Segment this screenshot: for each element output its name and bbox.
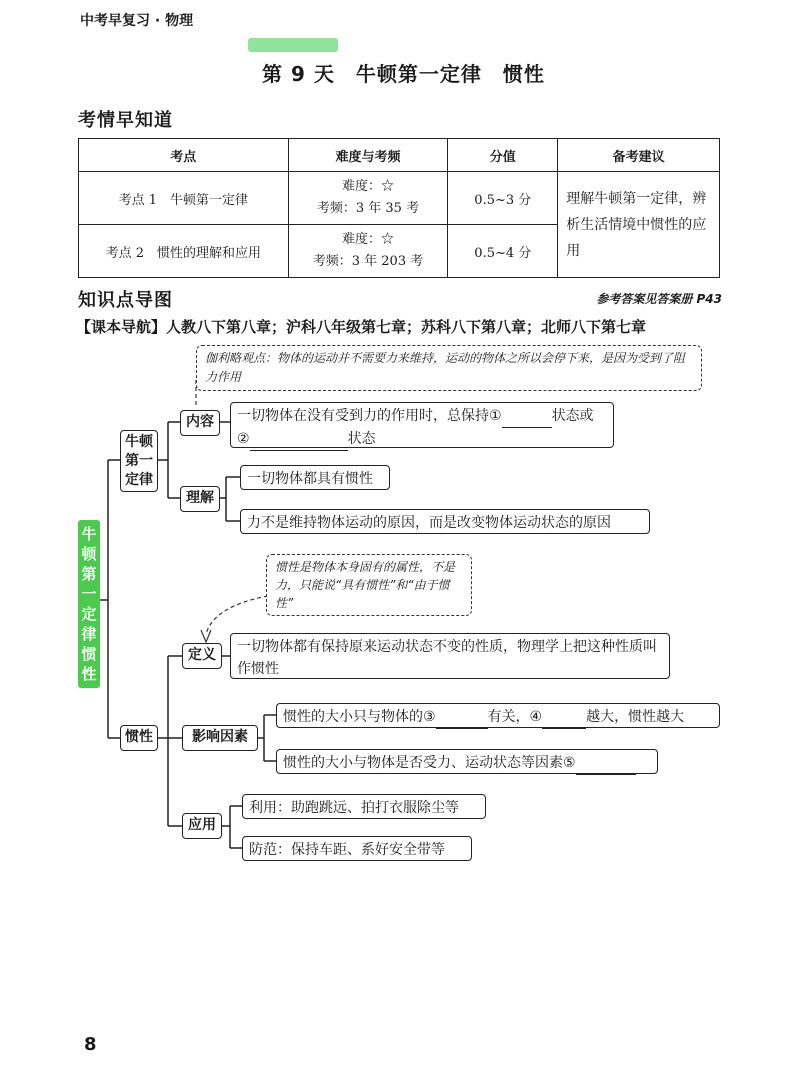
page-title: 第 9 天 牛顿第一定律 惯性 bbox=[262, 62, 545, 86]
inertia-note: 惯性是物体本身固有的属性，不是力，只能说“具有惯性”和“由于惯性” bbox=[266, 554, 472, 616]
page-number: 8 bbox=[84, 1034, 97, 1055]
node-factors: 影响因素 bbox=[182, 725, 258, 751]
connector-understand bbox=[220, 477, 240, 521]
node-content: 内容 bbox=[180, 410, 220, 436]
factor-text-part: 有关，④ bbox=[487, 709, 543, 725]
factor-text-part: 越大，惯性越大 bbox=[586, 709, 685, 725]
section-heading-exam: 考情早知道 bbox=[78, 110, 173, 131]
textbook-navigation: 【课本导航】人教八下第八章；沪科八年级第七章；苏科八下第八章；北师八下第七章 bbox=[76, 318, 647, 336]
answer-blank-4 bbox=[542, 706, 586, 729]
application-item: 防范：保持车距、系好安全带等 bbox=[242, 836, 472, 861]
topic-cell: 考点 1 牛顿第一定律 bbox=[79, 172, 289, 225]
answer-blank-5 bbox=[576, 752, 636, 775]
series-header: 中考早复习 · 物理 bbox=[80, 13, 194, 29]
connector-root bbox=[100, 460, 120, 738]
answer-blank-3 bbox=[436, 706, 488, 729]
advice-cell: 理解牛顿第一定律，辨析生活情境中惯性的应用 bbox=[558, 172, 720, 278]
node-understand: 理解 bbox=[180, 486, 220, 512]
connector-application bbox=[222, 806, 242, 848]
answer-blank-2 bbox=[250, 428, 348, 451]
factor-text-part: 惯性的大小与物体是否受力、运动状态等因素⑤ bbox=[283, 755, 576, 771]
definition-text: 一切物体都有保持原来运动状态不变的性质，物理学上把这种性质叫作惯性 bbox=[230, 633, 670, 679]
section-heading-mindmap: 知识点导图 bbox=[78, 290, 173, 311]
topic-cell: 考点 2 惯性的理解和应用 bbox=[79, 225, 289, 278]
understand-item: 一切物体都具有惯性 bbox=[240, 465, 390, 490]
mindmap-root: 牛顿第一定律 惯性 bbox=[78, 520, 100, 688]
content-text-part: 一切物体在没有受到力的作用时，总保持① bbox=[237, 408, 502, 424]
connector-inertia bbox=[158, 656, 182, 826]
difficulty-text: 难度：☆ bbox=[341, 179, 394, 194]
score-cell: 0.5~4 分 bbox=[448, 225, 558, 278]
answer-blank-1 bbox=[502, 405, 552, 428]
node-definition: 定义 bbox=[182, 643, 222, 669]
galileo-note: 伽利略观点：物体的运动并不需要力来维持，运动的物体之所以会停下来，是因为受到了阻力作用 bbox=[196, 345, 702, 391]
content-text-part: ② bbox=[237, 431, 250, 447]
factor-text-part: 惯性的大小只与物体的③ bbox=[283, 709, 436, 725]
application-item: 利用：助跑跳远、拍打衣服除尘等 bbox=[242, 794, 486, 819]
answer-reference: 参考答案见答案册 P43 bbox=[596, 292, 722, 306]
inertia-note-leader bbox=[206, 596, 268, 634]
table-header: 分值 bbox=[448, 139, 558, 172]
connector-factors bbox=[258, 715, 276, 761]
table-header: 难度与考频 bbox=[288, 139, 448, 172]
frequency-text: 考频：3 年 35 考 bbox=[316, 201, 420, 216]
factor-item bbox=[276, 703, 720, 728]
table-header: 备考建议 bbox=[558, 139, 720, 172]
content-text-part: 状态或 bbox=[551, 408, 594, 424]
factor-item bbox=[276, 749, 658, 774]
table-header: 考点 bbox=[79, 139, 289, 172]
node-inertia: 惯性 bbox=[120, 725, 158, 751]
understand-item: 力不是维持物体运动的原因，而是改变物体运动状态的原因 bbox=[240, 509, 650, 534]
score-cell: 0.5~3 分 bbox=[448, 172, 558, 225]
inertia-note-arrowhead bbox=[201, 630, 211, 642]
connector-newton bbox=[158, 422, 180, 498]
node-newton-law: 牛顿第一定律 bbox=[120, 430, 158, 492]
node-application: 应用 bbox=[182, 813, 222, 839]
frequency-text: 考频：3 年 203 考 bbox=[312, 254, 424, 269]
difficulty-text: 难度：☆ bbox=[341, 232, 394, 247]
content-text-box bbox=[230, 402, 614, 448]
content-text-part: 状态 bbox=[347, 431, 376, 447]
